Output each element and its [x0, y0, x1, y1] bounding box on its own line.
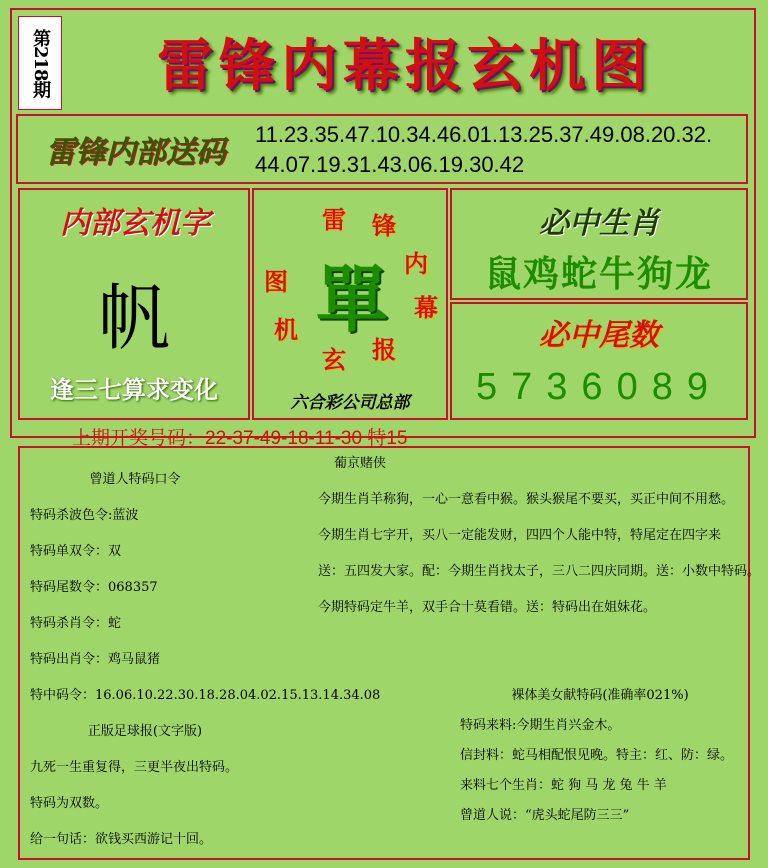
issue-number: 第218期	[18, 16, 62, 110]
right2-line-2: 信封料：蛇马相配恨见晚。特主：红、防：绿。	[460, 748, 734, 763]
left2-line-3: 给一句话：欲钱买西游记十回。	[30, 832, 213, 847]
right2-line-4: 曾道人说：“虎头蛇尾防三三”	[460, 808, 630, 823]
left-heading: 曾道人特码口令	[89, 472, 181, 487]
ring-char-2: 锋	[372, 211, 396, 240]
center-char: 單	[315, 257, 388, 342]
ring-char-1: 雷	[322, 205, 346, 234]
zodiac-list: 鼠鸡蛇牛狗龙	[484, 253, 713, 295]
left-line-5: 特码出肖令：鸡马鼠猪	[30, 652, 161, 667]
tail-digits: 5736089	[476, 366, 722, 408]
secret-char-panel	[18, 188, 250, 420]
right-heading-2: 裸体美女献特码(准确率021%)	[511, 688, 689, 703]
ring-char-8: 图	[264, 267, 288, 296]
right-heading: 葡京赌侠	[333, 456, 386, 471]
last-draw-result: 上期开奖号码：22-37-49-18-11-30 特15	[72, 428, 408, 449]
ring-char-6: 玄	[322, 345, 346, 374]
page-title: 雷锋内幕报玄机图	[157, 33, 653, 99]
ring-char-3: 内	[404, 249, 428, 278]
right-line-4: 今期特码定牛羊，双手合十莫看错。送：特码出在姐妹花。	[318, 600, 657, 615]
ring-char-7: 机	[274, 315, 298, 344]
secret-char-label: 内部玄机字	[60, 206, 210, 241]
left-line-2: 特码单双令：双	[30, 544, 122, 559]
right-line-3: 送：五四发大家。配：今期生肖找太子，三八二四庆同期。送：小数中特码。	[318, 564, 761, 579]
zodiac-heading: 必中生肖	[539, 206, 659, 241]
left2-line-1: 九死一生重复得，三更半夜出特码。	[30, 760, 239, 775]
left-heading-2: 正版足球报(文字版)	[87, 724, 203, 739]
numbers-label: 雷锋内部送码	[45, 135, 226, 170]
right2-line-1: 特码来料:今期生肖兴金木。	[460, 718, 621, 733]
left-line-4: 特码杀肖令：蛇	[30, 616, 122, 631]
right-line-1: 今期生肖羊称狗，一心一意看中猴。猴头猴尾不要买，买正中间不用愁。	[318, 492, 735, 507]
numbers-line-2: 44.07.19.31.43.06.19.30.42	[255, 152, 525, 177]
right2-line-3: 来料七个生肖：蛇 狗 马 龙 兔 牛 羊	[460, 778, 667, 793]
numbers-line-1: 11.23.35.47.10.34.46.01.13.25.37.49.08.20.32.	[255, 122, 713, 147]
secret-slogan: 逢三七算求变化	[50, 375, 218, 404]
left-line-6: 特中码令：16.06.10.22.30.18.28.04.02.15.13.14.34.08	[30, 688, 381, 703]
tail-heading: 必中尾数	[539, 318, 659, 353]
left-line-1: 特码杀波色令:蓝波	[30, 508, 139, 523]
company-label: 六合彩公司总部	[290, 393, 410, 413]
zodiac-panel	[450, 188, 748, 300]
ring-char-5: 报	[372, 335, 396, 364]
left-line-3: 特码尾数令：068357	[30, 580, 158, 595]
secret-char: 帆	[97, 276, 170, 360]
tail-panel	[450, 302, 748, 420]
ring-panel	[252, 188, 448, 420]
ring-char-4: 幕	[414, 293, 438, 322]
right-line-2: 今期生肖七字开，买八一定能发财，四四个人能中特，特尾定在四字来	[318, 528, 722, 543]
numbers-list	[255, 120, 745, 180]
left2-line-2: 特码为双数。	[30, 796, 109, 811]
